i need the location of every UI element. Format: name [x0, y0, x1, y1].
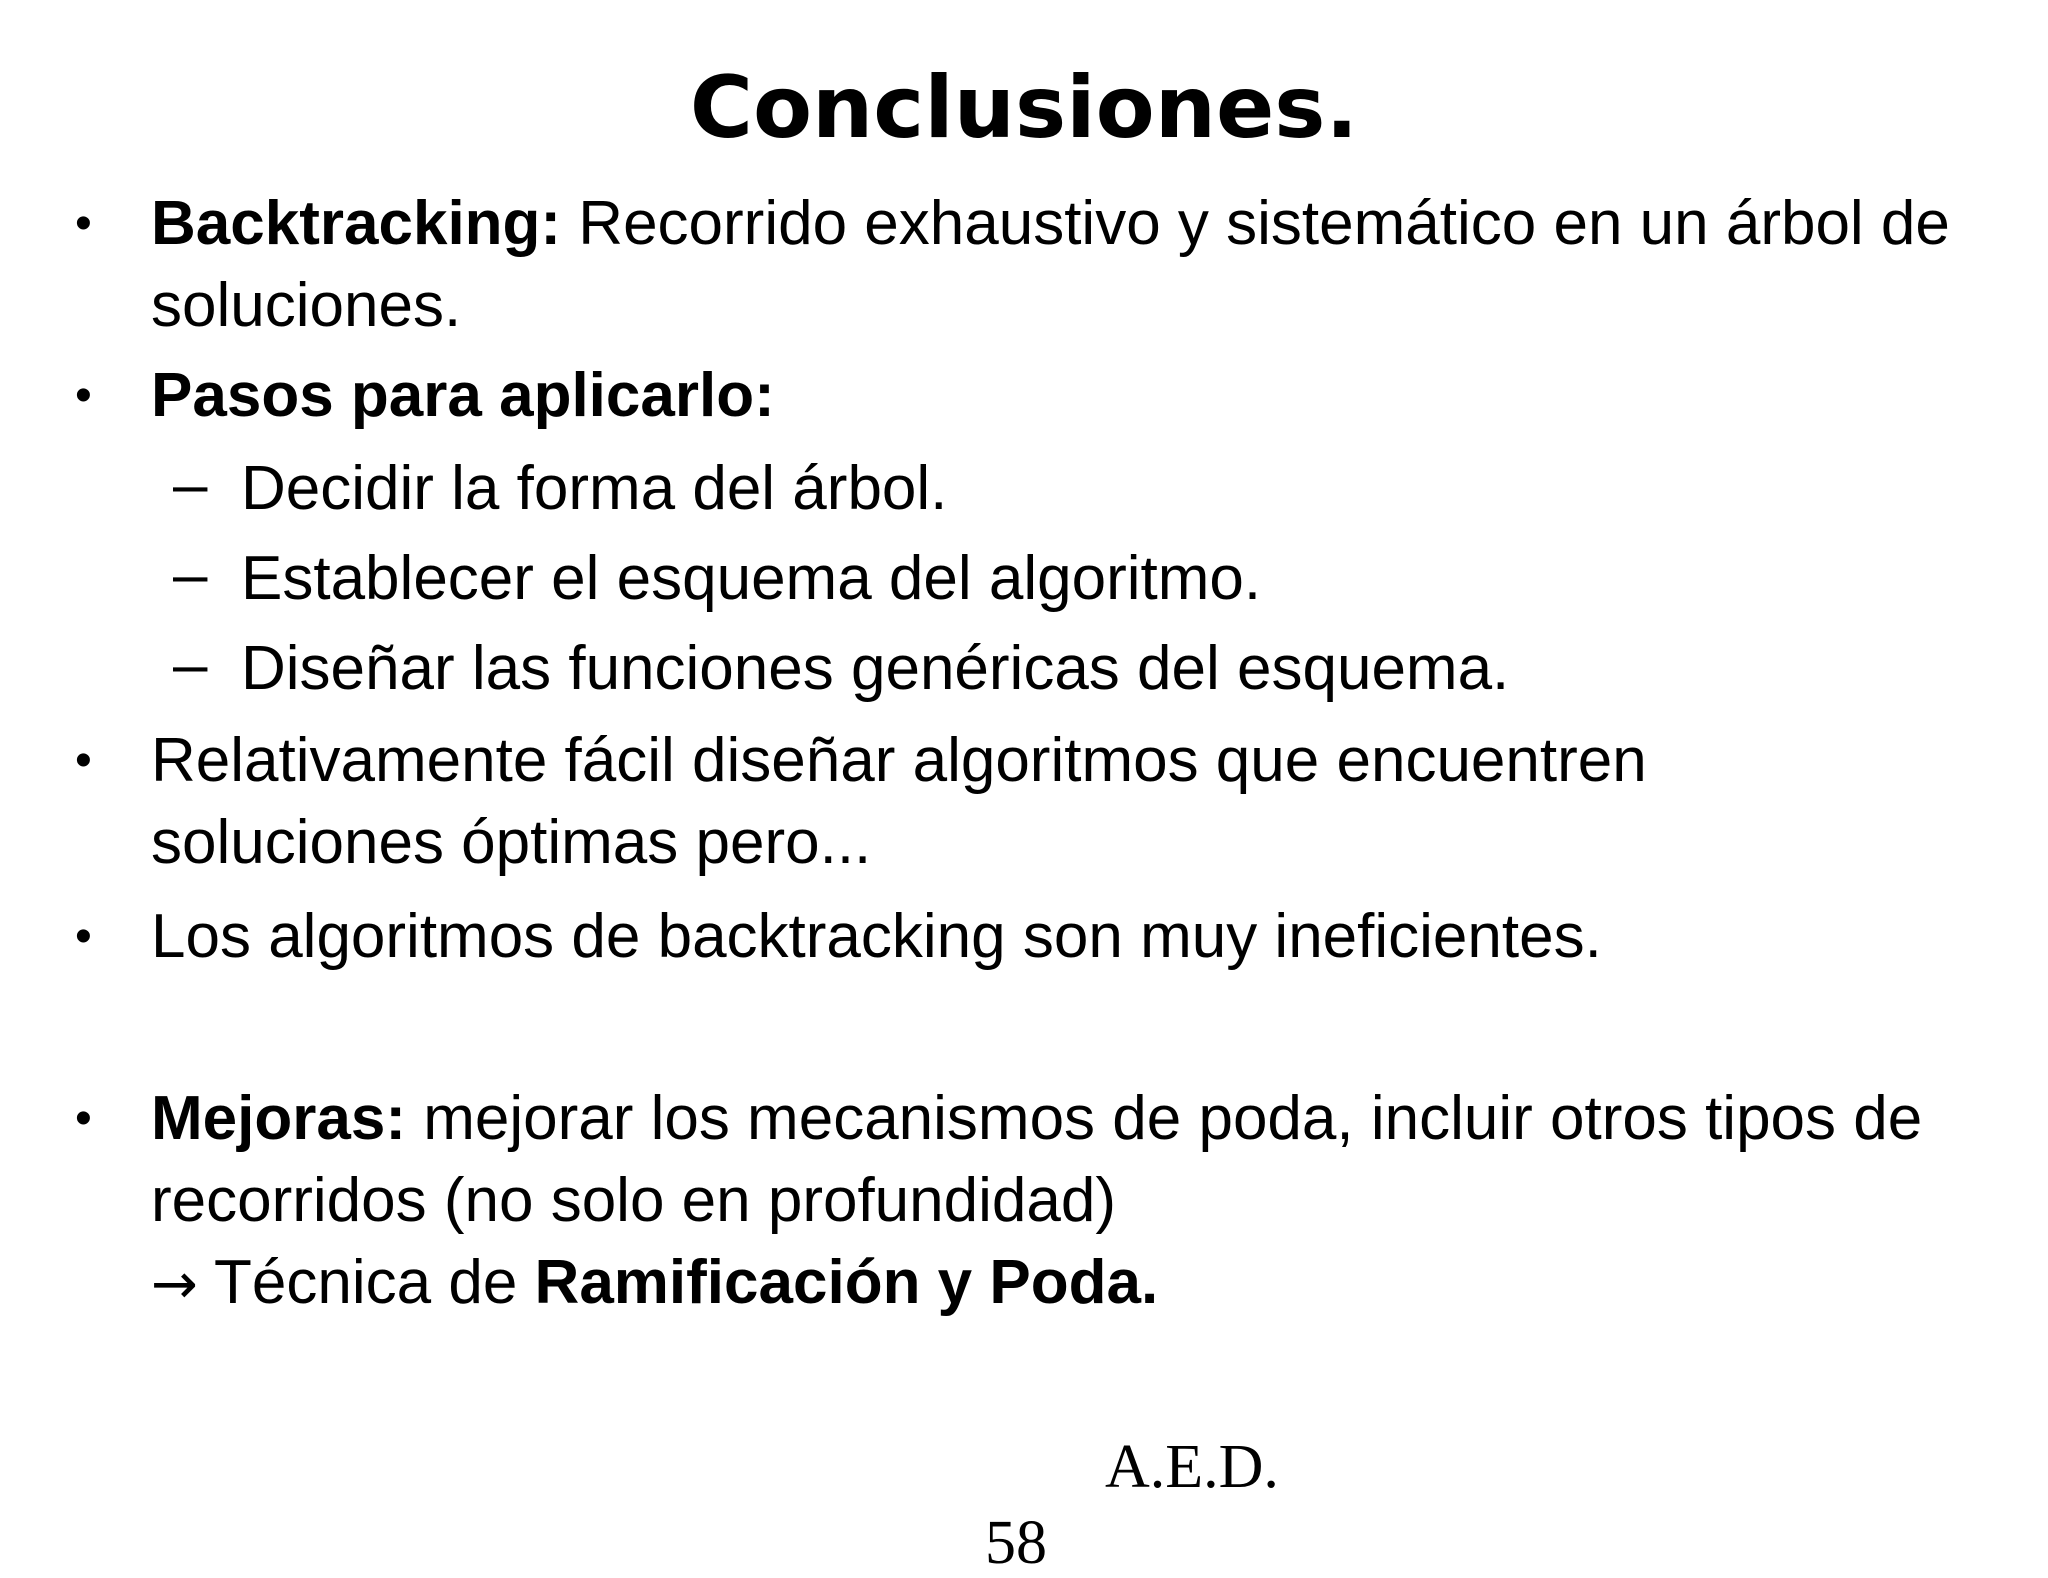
sub-item	[173, 538, 1262, 620]
bullet-symbol: •	[75, 910, 92, 963]
bullet-mejoras	[75, 1078, 1951, 1326]
dash-symbol: –	[173, 630, 208, 699]
bullet-text: Relativamente fácil diseñar algoritmos que encuentren soluciones óptimas pero...	[151, 726, 1647, 877]
footer-label: A.E.D.	[1105, 1433, 1279, 1501]
bullet-pasos	[75, 355, 1951, 437]
sub-item-text: Establecer el esquema del algoritmo.	[241, 544, 1262, 613]
dash-symbol: –	[173, 450, 208, 519]
sub-item-text: Diseñar las funciones genéricas del esquema.	[241, 634, 1510, 703]
slide-title: Conclusiones.	[689, 58, 1359, 158]
arrow-text: Técnica de	[197, 1248, 535, 1317]
dash-symbol: –	[173, 540, 208, 609]
sub-item	[173, 628, 1510, 710]
bullet-ineficientes	[75, 896, 1951, 978]
bullet-text: mejorar los mecanismos de poda, incluir otros tipos de recorridos (no solo en profundidad)	[151, 1084, 1923, 1235]
bullet-relativamente	[75, 720, 1951, 884]
bullet-symbol: •	[75, 197, 92, 250]
arrow-bold-text: Ramificación y Poda.	[534, 1248, 1159, 1317]
bullet-bold-text: Pasos para aplicarlo:	[151, 361, 775, 430]
bullet-text: Recorrido exhaustivo y sistemático en un árbol de soluciones.	[151, 189, 1950, 340]
sub-item	[173, 448, 948, 530]
page-number: 58	[985, 1509, 1047, 1577]
bullet-backtracking	[75, 183, 1951, 347]
bullet-bold-text: Mejoras:	[151, 1084, 406, 1153]
right-arrow-icon: →	[151, 1252, 198, 1317]
bullet-text: Los algoritmos de backtracking son muy ineficientes.	[151, 902, 1602, 971]
bullet-symbol: •	[75, 734, 92, 787]
bullet-symbol: •	[75, 369, 92, 422]
sub-item-text: Decidir la forma del árbol.	[241, 454, 948, 523]
bullet-symbol: •	[75, 1092, 92, 1145]
bullet-bold-text: Backtracking:	[151, 189, 562, 258]
